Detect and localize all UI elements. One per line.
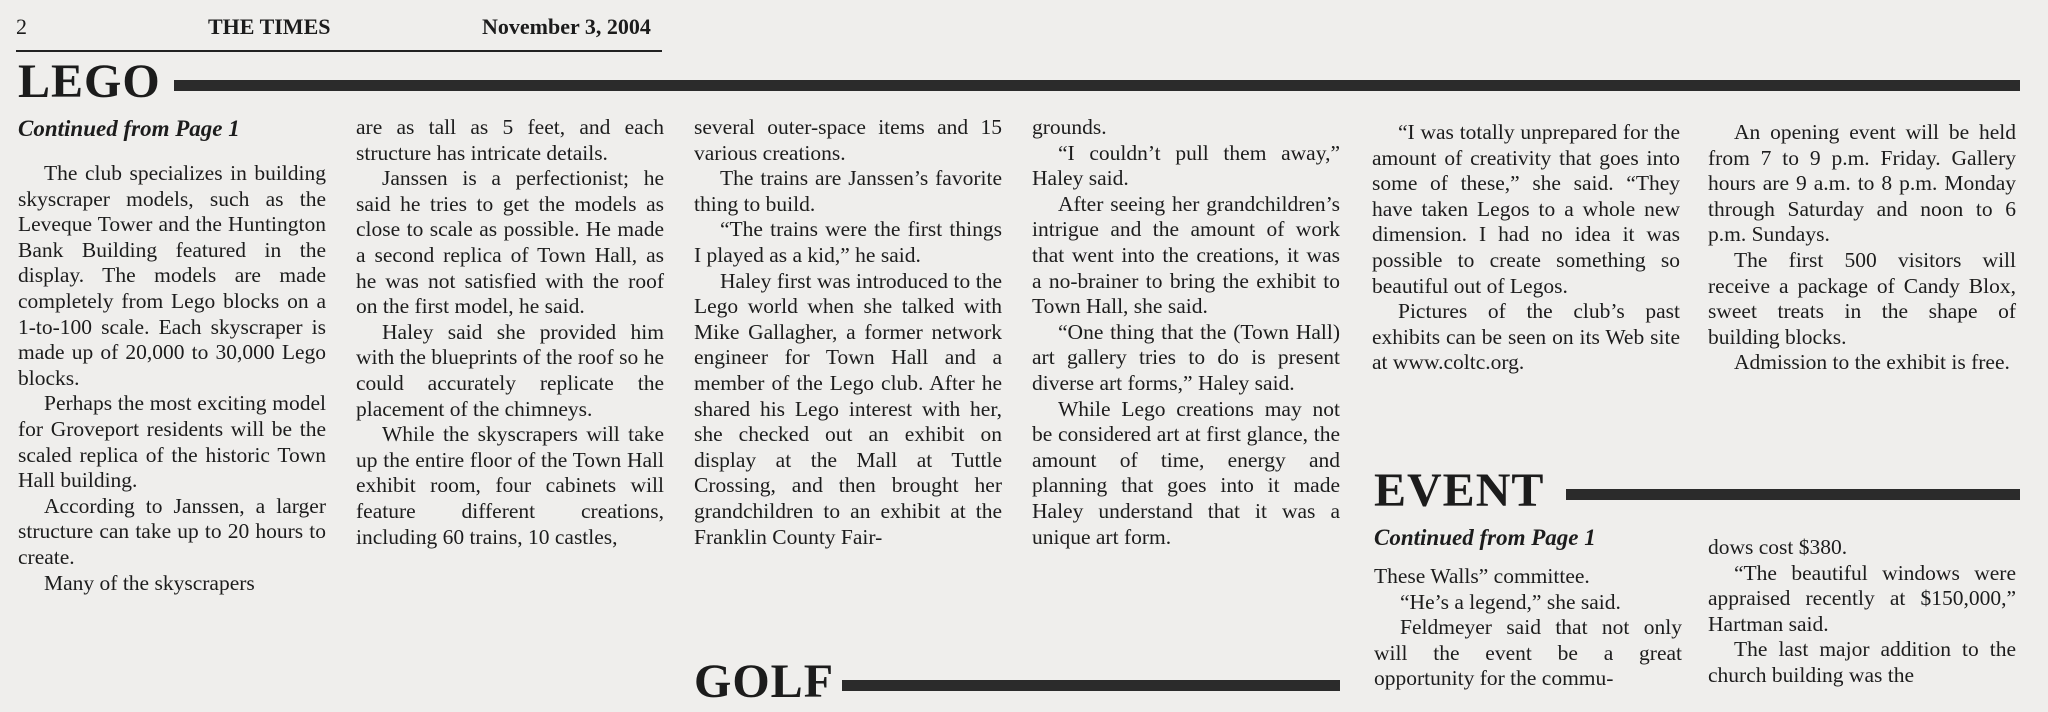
paragraph: Many of the skyscrapers xyxy=(44,570,255,595)
event-column-2 xyxy=(1708,535,2016,689)
lego-column-6 xyxy=(1708,120,2016,376)
paragraph: According to Janssen, a larger structure can take up to 20 hours to create. xyxy=(18,493,326,569)
lego-heading-rule xyxy=(174,80,2020,91)
paragraph: Feldmeyer said that not only will the event be a great opportunity for the commu- xyxy=(1374,615,1682,691)
paragraph: “He’s a legend,” she said. xyxy=(1400,589,1621,614)
golf-heading: GOLF xyxy=(694,655,835,708)
golf-section-header xyxy=(694,652,1340,712)
event-column-1 xyxy=(1374,524,1682,692)
paragraph: Perhaps the most exciting model for Groveport residents will be the scaled replica of the historic Town Hall building. xyxy=(18,391,326,493)
paragraph: These Walls” committee. xyxy=(1374,564,1590,588)
issue-date: November 3, 2004 xyxy=(482,14,651,39)
lego-column-3 xyxy=(694,115,1002,550)
paragraph: Haley first was introduced to the Lego world when she talked with Mike Gallagher, a former network engineer for Town Hall and a member of the Lego club. After he shared his Lego interest with her, she checked out an exhibit on display at the Mall at Tuttle Crossing, and then brought her grandchildren to an exhibit at the Franklin County Fair- xyxy=(694,268,1002,549)
paragraph: An opening event will be held from 7 to 9 p.m. Friday. Gallery hours are 9 a.m. to 8 p.m. Monday through Saturday and noon to 6 p.m. Sundays. xyxy=(1708,120,2016,247)
paragraph: The club specializes in building skyscraper models, such as the Leveque Tower and the Huntington Bank Building featured in the display. The models are made completely from Lego blocks on a 1-to-100 scale. Each skyscraper is made up of 20,000 to 30,000 Lego blocks. xyxy=(18,161,326,390)
paragraph: “I was totally unprepared for the amount of creativity that goes into some of these,” she said. “They have taken Legos to a whole new dimension. I had no idea it was possible to create something so beautiful out of Legos. xyxy=(1372,120,1680,298)
lego-section-header xyxy=(18,52,2020,112)
paragraph: Pictures of the club’s past exhibits can be seen on its Web site at www.coltc.org. xyxy=(1372,299,1680,375)
paragraph: Admission to the exhibit is free. xyxy=(1734,350,2010,375)
paragraph: “One thing that the (Town Hall) art gallery tries to do is present diverse art forms,” Haley said. xyxy=(1032,319,1340,395)
paragraph: are as tall as 5 feet, and each structure has intricate details. xyxy=(356,115,664,165)
paragraph: While Lego creations may not be considered art at first glance, the amount of time, energy and planning that goes into it made Haley understand that it was a unique art form. xyxy=(1032,396,1340,549)
event-section-header xyxy=(1374,461,2020,521)
lego-column-4 xyxy=(1032,115,1340,550)
event-heading: EVENT xyxy=(1374,464,1545,517)
masthead xyxy=(16,12,662,52)
paragraph: The trains are Janssen’s favorite thing to build. xyxy=(694,166,1002,216)
lego-column-5 xyxy=(1372,120,1680,376)
paragraph: The first 500 visitors will receive a package of Candy Blox, sweet treats in the shape of building blocks. xyxy=(1708,247,2016,349)
page-number: 2 xyxy=(16,14,27,39)
paragraph: “I couldn’t pull them away,” Haley said. xyxy=(1032,140,1340,191)
paper-name: THE TIMES xyxy=(208,14,331,39)
paragraph: “The beautiful windows were appraised recently at $150,000,” Hartman said. xyxy=(1708,560,2016,636)
lego-heading: LEGO xyxy=(18,55,161,108)
paragraph: Janssen is a perfectionist; he said he tries to get the models as close to scale as possible. He made a second replica of Town Hall, as he was not satisfied with the roof on the first model, he said. xyxy=(356,166,664,319)
paragraph: “The trains were the first things I played as a kid,” he said. xyxy=(694,217,1002,267)
golf-heading-rule xyxy=(842,680,1340,691)
lego-column-1 xyxy=(18,115,326,596)
event-heading-rule xyxy=(1566,489,2020,500)
paragraph: While the skyscrapers will take up the entire floor of the Town Hall exhibit room, four cabinets will feature different creations, including 60 trains, 10 castles, xyxy=(356,422,664,549)
paragraph: several outer-space items and 15 various creations. xyxy=(694,115,1002,165)
paragraph: dows cost $380. xyxy=(1708,535,1848,559)
event-continued-kicker: Continued from Page 1 xyxy=(1374,525,1596,550)
paragraph: The last major addition to the church building was the xyxy=(1708,637,2016,687)
paragraph: After seeing her grandchildren’s intrigue and the amount of work that went into the creations, it was a no-brainer to bring the exhibit to Town Hall, she said. xyxy=(1032,191,1340,319)
paragraph: grounds. xyxy=(1032,115,1107,139)
lego-continued-kicker: Continued from Page 1 xyxy=(18,116,240,141)
lego-column-2 xyxy=(356,115,664,550)
paragraph: Haley said she provided him with the blueprints of the roof so he could accurately replicate the placement of the chimneys. xyxy=(356,319,664,421)
